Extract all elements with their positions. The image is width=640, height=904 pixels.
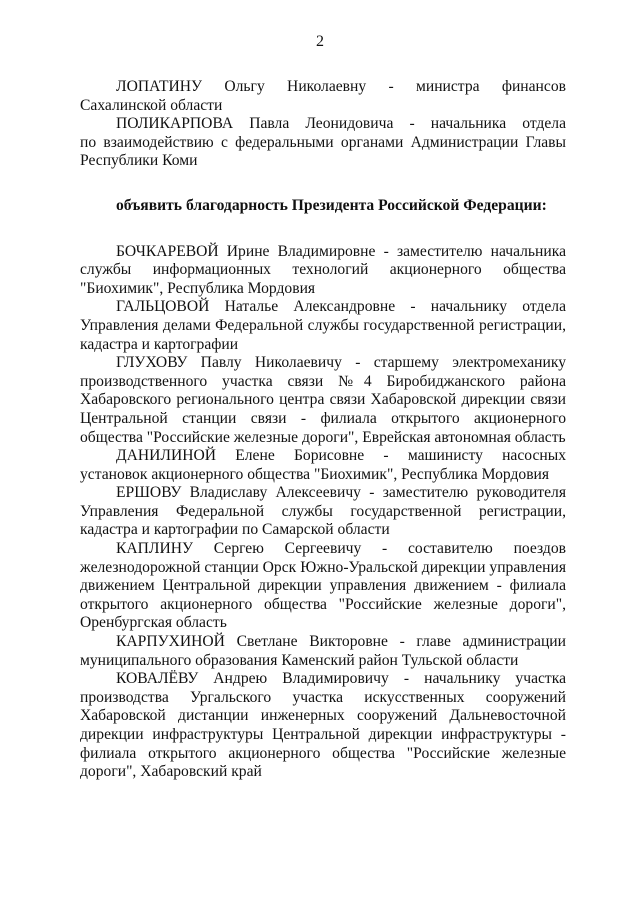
entry-first-line: БОЧКАРЕВОЙ Ирине Владимировне - заместителю начальника xyxy=(116,242,566,260)
award-entry xyxy=(80,447,566,484)
entry-first-line: КАРПУХИНОЙ Светлане Викторовне - главе администрации xyxy=(116,633,566,651)
entry-continuation: службы информационных технологий акционерного общества "Биохимик", Республика Мордовия xyxy=(80,261,566,297)
award-entry xyxy=(80,670,566,782)
entry-continuation: по взаимодействию с федеральными органами Администрации Главы Республики Коми xyxy=(80,133,566,170)
entry-first-line: ГАЛЬЦОВОЙ Наталье Александровне - начальнику отдела xyxy=(116,298,566,316)
entry-first-line: ЛОПАТИНУ Ольгу Николаевну - министра финансов xyxy=(116,78,566,95)
award-entry xyxy=(80,298,566,354)
award-entry xyxy=(80,78,566,115)
award-entry xyxy=(80,540,566,633)
document-body xyxy=(80,78,566,782)
entry-continuation: Сахалинской области xyxy=(80,96,223,114)
award-entry xyxy=(80,115,566,171)
award-entry xyxy=(80,484,566,540)
entries-after xyxy=(80,243,566,782)
entry-first-line: КАПЛИНУ Сергею Сергеевичу - составителю поездов xyxy=(116,540,566,558)
entry-continuation: железнодорожной станции Орск Южно-Уральской дирекции управления движением Центральной дирекции управления движением - филиала открытого акционерного общества "Российские железные дороги", Оренбургская область xyxy=(80,558,566,632)
award-entry xyxy=(80,633,566,670)
entry-continuation: муниципального образования Каменский район Тульской области xyxy=(80,651,519,669)
entry-first-line: ЕРШОВУ Владиславу Алексеевичу - заместителю руководителя xyxy=(116,484,566,502)
entry-continuation: производства Ургальского участка искусственных сооружений Хабаровской дистанции инженерных сооружений Дальневосточной дирекции инфраструктуры Центральной дирекции инфраструктуры - филиала открытого акционерного общества "Российские железные дороги", Хабаровский край xyxy=(80,688,566,781)
entry-continuation: установок акционерного общества "Биохимик", Республика Мордовия xyxy=(80,465,550,483)
entry-first-line: ДАНИЛИНОЙ Елене Борисовне - машинисту насосных xyxy=(116,447,566,465)
entry-continuation: Управления делами Федеральной службы государственной регистрации, кадастра и картографии xyxy=(80,316,566,353)
entry-first-line: ПОЛИКАРПОВА Павла Леонидовича - начальника отдела xyxy=(116,115,566,133)
entry-first-line: КОВАЛЁВУ Андрею Владимировичу - начальнику участка xyxy=(116,670,566,688)
award-entry xyxy=(80,354,566,447)
award-entry xyxy=(80,243,566,299)
entry-continuation: Управления Федеральной службы государственной регистрации, кадастра и картографии по Самарской области xyxy=(80,502,566,539)
entry-first-line: ГЛУХОВУ Павлу Николаевичу - старшему электромеханику xyxy=(116,354,566,372)
entries-before xyxy=(80,78,566,171)
section-heading: объявить благодарность Президента Российской Федерации: xyxy=(116,196,547,214)
page-number: 2 xyxy=(316,33,324,50)
entry-continuation: производственного участка связи №4 Биробиджанского района Хабаровского регионального центра связи Хабаровской дирекции связи Центральной станции связи - филиала открытого акционерного общества "Российские железные дороги", Еврейская автономная область xyxy=(80,372,566,446)
